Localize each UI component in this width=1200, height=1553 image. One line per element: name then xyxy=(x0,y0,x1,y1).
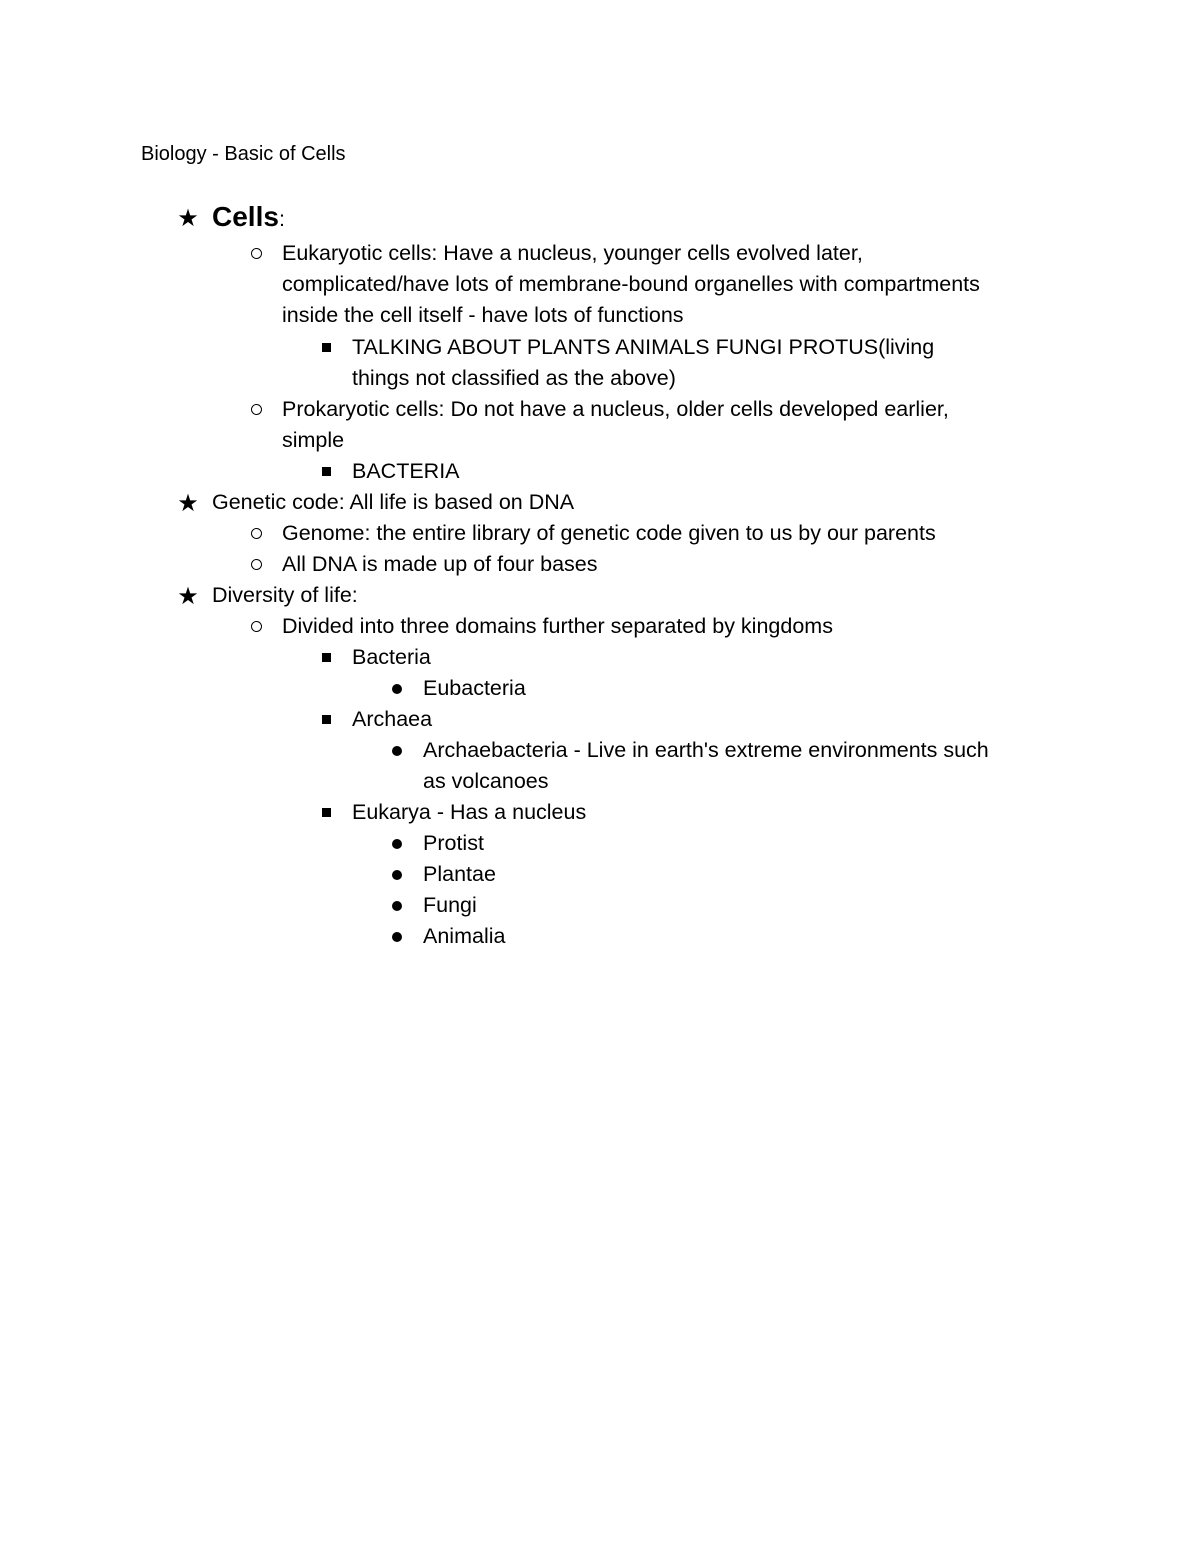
hollow-circle-icon xyxy=(241,518,271,549)
filled-circle-icon xyxy=(382,859,412,890)
star-icon: ★ xyxy=(177,581,199,610)
cells-heading-label: Cells xyxy=(212,201,279,232)
document-title: Biology - Basic of Cells xyxy=(141,143,346,165)
archaebacteria-line-1: Archaebacteria - Live in earth's extreme environments such xyxy=(423,738,989,762)
filled-square-icon xyxy=(311,456,341,487)
filled-circle-icon xyxy=(382,921,412,952)
prokaryotic-line-2: simple xyxy=(282,428,345,452)
star-icon: ★ xyxy=(177,488,199,517)
eukaryotic-line-3: inside the cell itself - have lots of functions xyxy=(282,303,684,327)
filled-circle-icon xyxy=(382,890,412,921)
filled-square-icon xyxy=(311,332,341,363)
genetic-item: All DNA is made up of four bases xyxy=(282,552,598,576)
kingdom-eubacteria: Eubacteria xyxy=(423,676,526,700)
archaebacteria-line-2: as volcanoes xyxy=(423,769,549,793)
hollow-circle-icon xyxy=(241,611,271,642)
genetic-item: Genome: the entire library of genetic code given to us by our parents xyxy=(282,521,936,545)
diversity-heading: Diversity of life: xyxy=(212,583,358,607)
prokaryotic-sub: BACTERIA xyxy=(352,459,460,483)
domain-bacteria: Bacteria xyxy=(352,645,431,669)
diversity-item: Divided into three domains further separated by kingdoms xyxy=(282,614,833,638)
filled-square-icon xyxy=(311,704,341,735)
domain-eukarya: Eukarya - Has a nucleus xyxy=(352,800,587,824)
domain-archaea: Archaea xyxy=(352,707,433,731)
filled-square-icon xyxy=(311,642,341,673)
hollow-circle-icon xyxy=(241,238,271,269)
prokaryotic-line-1: Prokaryotic cells: Do not have a nucleus, older cells developed earlier, xyxy=(282,397,949,421)
kingdom-item: Protist xyxy=(423,831,484,855)
hollow-circle-icon xyxy=(241,394,271,425)
kingdom-item: Fungi xyxy=(423,893,477,917)
cells-heading-suffix: : xyxy=(278,207,285,231)
filled-square-icon xyxy=(311,797,341,828)
filled-circle-icon xyxy=(382,828,412,859)
cells-heading xyxy=(212,199,285,237)
kingdom-item: Plantae xyxy=(423,862,496,886)
genetic-heading: Genetic code: All life is based on DNA xyxy=(212,490,575,514)
kingdom-item: Animalia xyxy=(423,924,506,948)
eukaryotic-sub-line-2: things not classified as the above) xyxy=(352,366,676,390)
filled-circle-icon xyxy=(382,673,412,704)
eukaryotic-sub-line-1: TALKING ABOUT PLANTS ANIMALS FUNGI PROTUS(living xyxy=(352,335,935,359)
hollow-circle-icon xyxy=(241,549,271,580)
star-icon: ★ xyxy=(177,203,199,232)
eukaryotic-line-1: Eukaryotic cells: Have a nucleus, younger cells evolved later, xyxy=(282,241,863,265)
filled-circle-icon xyxy=(382,735,412,766)
eukaryotic-line-2: complicated/have lots of membrane-bound organelles with compartments xyxy=(282,272,980,296)
